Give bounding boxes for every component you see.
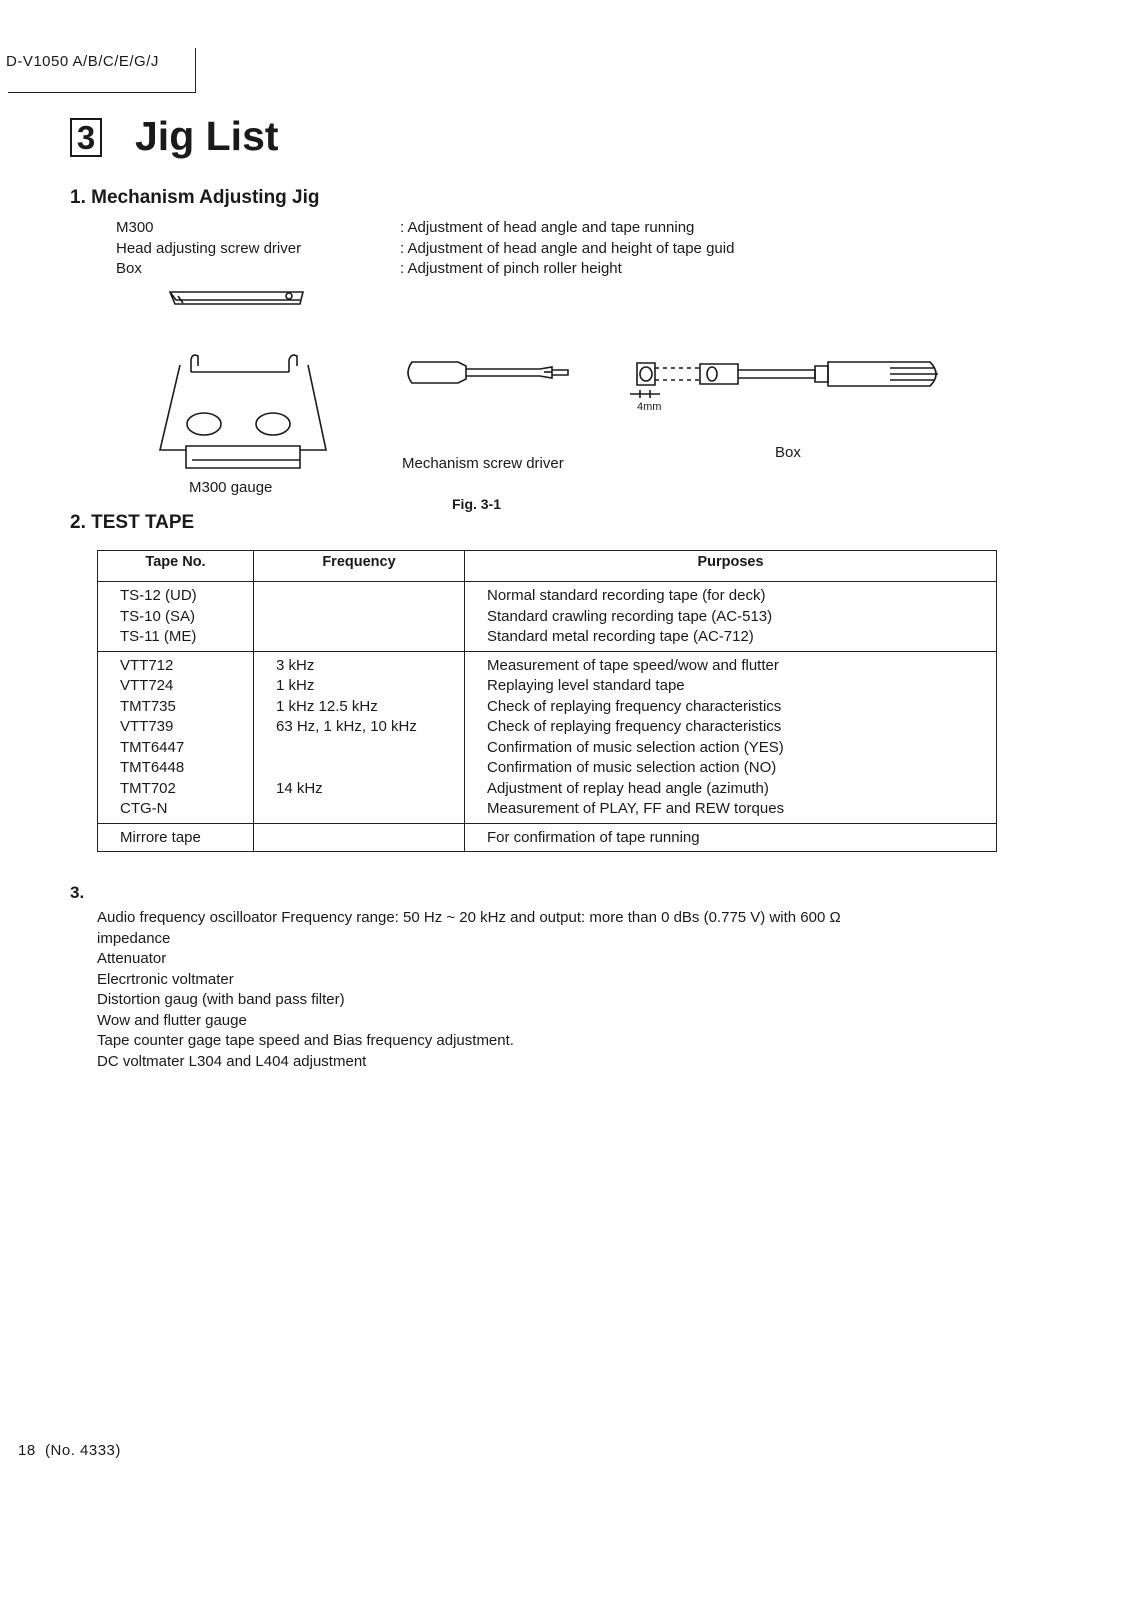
test-tape-heading: 2. TEST TAPE <box>70 512 195 533</box>
tape-no: TS-11 (ME) <box>120 628 197 645</box>
section-3-number: 3. <box>70 883 85 902</box>
purpose: Standard metal recording tape (AC-712) <box>487 628 754 645</box>
purpose: Standard crawling recording tape (AC-513) <box>487 607 773 625</box>
tape-no-cell <box>98 823 254 852</box>
purpose: Normal standard recording tape (for deck) <box>487 587 766 604</box>
instrument-line: Elecrtronic voltmater <box>97 970 234 988</box>
tape-no: TMT6447 <box>120 738 185 756</box>
purpose: Adjustment of replay head angle (azimuth) <box>487 779 769 797</box>
column-header-tape-no: Tape No. <box>98 551 254 582</box>
table-row <box>98 651 997 823</box>
instrument-list <box>97 908 1002 1072</box>
instrument-line: Tape counter gage tape speed and Bias frequency adjustment. <box>97 1032 514 1049</box>
purpose: Confirmation of music selection action (YES) <box>487 738 784 756</box>
figure-label: Fig. 3-1 <box>452 496 502 512</box>
page-title: Jig List <box>135 113 279 159</box>
mechanism-screw-driver-illustration <box>408 362 568 383</box>
tape-no: VTT739 <box>120 718 174 735</box>
purpose-cell <box>465 582 997 652</box>
box-caption: Box <box>775 444 801 461</box>
table-row <box>98 582 997 652</box>
frequency-cell <box>254 651 465 823</box>
frequency: 63 Hz, 1 kHz, 10 kHz <box>276 718 417 735</box>
frequency <box>276 586 464 607</box>
tape-no-cell <box>98 582 254 652</box>
table-header-row <box>98 551 997 582</box>
purpose: Replaying level standard tape <box>487 677 685 694</box>
tape-no: CTG-N <box>120 800 168 817</box>
column-header-frequency: Frequency <box>254 551 465 582</box>
frequency <box>276 828 464 849</box>
jig-name: Head adjusting screw driver <box>116 239 302 257</box>
page-footer: 18 (No. 4333) <box>18 1442 121 1459</box>
instrument-line: Audio frequency oscilloator Frequency range: 50 Hz ~ 20 kHz and output: more than 0 dBs (0.775 V) with 600 Ω <box>97 909 841 926</box>
purpose: Measurement of tape speed/wow and flutter <box>487 656 779 674</box>
tape-no: Mirrore tape <box>120 828 201 846</box>
frequency <box>276 627 464 648</box>
section-number: 3 <box>70 118 102 157</box>
instrument-line: DC voltmater L304 and L404 adjustment <box>97 1052 367 1070</box>
jig-name: Box <box>116 260 142 277</box>
frequency: 1 kHz 12.5 kHz <box>276 697 378 715</box>
tape-no: TMT6448 <box>120 759 185 776</box>
jig-purpose: : Adjustment of pinch roller height <box>400 260 622 277</box>
tape-no: TMT702 <box>120 779 176 797</box>
box-tool-illustration <box>630 362 938 398</box>
frequency <box>276 758 464 779</box>
purpose: Check of replaying frequency characteristics <box>487 697 782 715</box>
frequency-cell <box>254 823 465 852</box>
column-header-purposes: Purposes <box>465 551 997 582</box>
screw-driver-caption: Mechanism screw driver <box>402 455 564 472</box>
purpose-cell <box>465 651 997 823</box>
purpose: For confirmation of tape running <box>487 828 700 846</box>
test-tape-table <box>97 550 997 852</box>
frequency: 14 kHz <box>276 779 323 797</box>
table-row <box>98 823 997 852</box>
purpose: Measurement of PLAY, FF and REW torques <box>487 800 785 817</box>
frequency <box>276 799 464 820</box>
instrument-line: Wow and flutter gauge <box>97 1011 247 1029</box>
frequency: 3 kHz <box>276 656 315 674</box>
model-number: D-V1050 A/B/C/E/G/J <box>6 53 159 70</box>
purpose: Confirmation of music selection action (NO) <box>487 759 777 776</box>
instrument-line: impedance <box>97 929 171 947</box>
frequency: 1 kHz <box>276 677 315 694</box>
frequency <box>276 738 464 759</box>
tape-no: TS-10 (SA) <box>120 607 196 625</box>
tape-no: TS-12 (UD) <box>120 587 197 604</box>
m300-gauge-illustration <box>160 355 326 468</box>
tape-no-cell <box>98 651 254 823</box>
dimension-label: 4mm <box>637 401 662 413</box>
bar-jig-illustration <box>170 292 303 304</box>
frequency-cell <box>254 582 465 652</box>
mechanism-heading: 1. Mechanism Adjusting Jig <box>70 187 320 208</box>
jig-purpose: : Adjustment of head angle and tape running <box>400 219 695 236</box>
jig-name: M300 <box>116 219 154 236</box>
purpose-cell <box>465 823 997 852</box>
instrument-line: Attenuator <box>97 950 167 967</box>
tape-no: TMT735 <box>120 697 176 715</box>
purpose: Check of replaying frequency characteristics <box>487 718 782 735</box>
tape-no: VTT724 <box>120 677 174 694</box>
instrument-line: Distortion gaug (with band pass filter) <box>97 991 345 1008</box>
jig-purpose: : Adjustment of head angle and height of tape guid <box>400 239 735 257</box>
frequency <box>276 607 464 628</box>
fig-3-1-drawing <box>0 0 1134 540</box>
m300-gauge-caption: M300 gauge <box>189 479 273 496</box>
tape-no: VTT712 <box>120 656 174 674</box>
